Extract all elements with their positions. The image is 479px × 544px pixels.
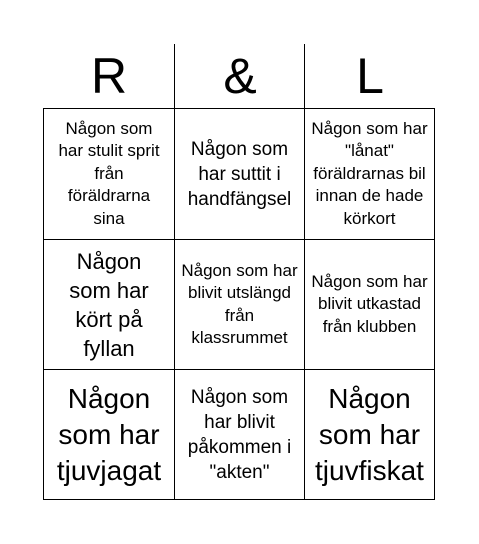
cell-text: Någon som har stulit sprit från föräldrarna sina <box>58 118 160 228</box>
cell-text: Någon som har "lånat" föräldrarnas bil innan de hade körkort <box>311 118 428 228</box>
cell-text: Någon som har kört på fyllan <box>69 248 149 361</box>
bingo-cell-r1-c1[interactable] <box>44 109 174 239</box>
cell-text: Någon som har blivit utslängd från klassrummet <box>181 260 298 347</box>
cell-text: Någon som har tjuvjagat <box>56 382 162 486</box>
bingo-cell-r1-c2[interactable] <box>174 109 304 239</box>
bingo-header <box>44 44 434 108</box>
bingo-cell-r1-c3[interactable] <box>304 109 434 239</box>
header-letter-r: R <box>90 48 128 104</box>
cell-text: Någon som har tjuvfiskat <box>315 382 424 486</box>
header-letter-ampersand: & <box>174 44 305 108</box>
bingo-cell-r2-c1[interactable] <box>44 239 174 369</box>
cell-text: Någon som har blivit påkommen i "akten" <box>187 386 292 483</box>
bingo-cell-r3-c3[interactable] <box>304 369 434 499</box>
bingo-grid <box>43 108 435 500</box>
cell-text: Någon som har blivit utkastad från klubben <box>311 271 428 336</box>
cell-text: Någon som har suttit i handfängsel <box>187 138 292 210</box>
header-letter-l: L <box>304 44 435 108</box>
bingo-cell-r2-c2[interactable] <box>174 239 304 369</box>
bingo-cell-r2-c3[interactable] <box>304 239 434 369</box>
bingo-cell-r3-c2[interactable] <box>174 369 304 499</box>
bingo-cell-r3-c1[interactable] <box>44 369 174 499</box>
